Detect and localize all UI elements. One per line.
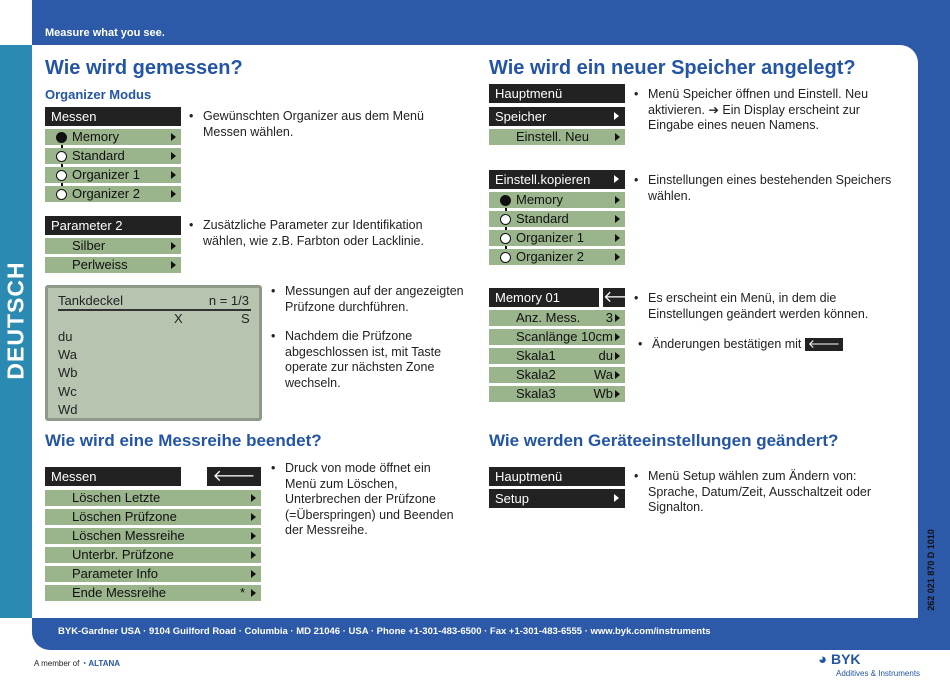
- instruction-6: • Menü Speicher öffnen und Einstell. Neu aktivieren. ➔ Ein Display erscheint zur Eingabe eines neuen Namens.: [648, 87, 896, 134]
- byk-logo: ◕ BYK: [818, 651, 861, 668]
- instruction-4: • Nachdem die Prüfzone abgeschlossen ist, mit Taste operate zur nächsten Zone wechseln.: [285, 329, 465, 391]
- arrow-right-icon: [251, 513, 256, 521]
- back-arrow-icon[interactable]: 🡐: [603, 289, 646, 306]
- altana-logo: ◔ ALTANA: [81, 659, 121, 668]
- back-arrow-icon: 🡐: [805, 338, 843, 351]
- arrow-right-icon: [615, 333, 620, 341]
- instruction-2: • Zusätzliche Parameter zur Identifikation wählen, wie z.B. Farbton oder Lacklinie.: [203, 218, 443, 249]
- lcd-row: Wc: [58, 384, 77, 399]
- menu-item-organizer-1[interactable]: Organizer 1: [489, 230, 625, 246]
- menu-messen-head-2: Messen: [45, 467, 181, 486]
- menu-item-skala3[interactable]: Skala3 Wb: [489, 386, 625, 402]
- arrow-right-icon: [615, 253, 620, 261]
- menu-messen-head: Messen: [45, 107, 181, 126]
- arrow-right-icon: [614, 494, 619, 502]
- menu-item-delete-last[interactable]: Löschen Letzte: [45, 490, 261, 506]
- arrow-right-icon: [615, 390, 620, 398]
- value: du: [598, 348, 613, 363]
- heading-how-measure: Wie wird gemessen?: [45, 57, 243, 79]
- instruction-1: • Gewünschten Organizer aus dem Menü Messen wählen.: [203, 109, 443, 140]
- arrow-right-icon: [171, 152, 176, 160]
- menu-item-skala1[interactable]: Skala1 du: [489, 348, 625, 364]
- arrow-right-icon: [615, 314, 620, 322]
- heading-device-settings: Wie werden Geräteeinstellungen geändert?: [489, 431, 839, 450]
- arrow-right-icon: [615, 133, 620, 141]
- menu-parameter-head: Parameter 2: [45, 216, 181, 235]
- instruction-8: • Es erscheint ein Menü, in dem die Einstellungen geändert werden können.: [648, 291, 888, 322]
- menu-memory01-head: Memory 01: [489, 288, 599, 307]
- radio-icon: [500, 214, 511, 225]
- radio-icon: [56, 170, 67, 181]
- arrow-right-icon: [171, 261, 176, 269]
- arrow-right-icon: [615, 196, 620, 204]
- menu-hauptmenu-head: Hauptmenü: [489, 84, 625, 103]
- heading-end-series: Wie wird eine Messreihe beendet?: [45, 431, 322, 450]
- value: 3: [605, 310, 613, 325]
- value: Wa: [593, 367, 613, 382]
- radio-icon: [56, 151, 67, 162]
- lcd-title: Tankdeckel: [58, 293, 124, 308]
- lcd-col-x: X: [174, 311, 183, 326]
- arrow-right-icon: [251, 570, 256, 578]
- radio-selected-icon: [56, 132, 67, 143]
- instruction-10: • Menü Setup wählen zum Ändern von: Sprache, Datum/Zeit, Ausschaltzeit oder Signalton.: [648, 469, 888, 516]
- arrow-right-icon: [171, 190, 176, 198]
- value: Wb: [593, 386, 613, 401]
- instruction-3: • Messungen auf der angezeigten Prüfzone durchführen.: [285, 284, 465, 315]
- menu-item-silber[interactable]: Silber: [45, 238, 181, 254]
- menu-item-memory[interactable]: Memory: [489, 192, 625, 208]
- menu-item-einstell-neu[interactable]: Einstell. Neu: [489, 129, 625, 145]
- lcd-display: [45, 285, 262, 421]
- star-mark: *: [239, 585, 245, 600]
- menu-item-anz-mess[interactable]: Anz. Mess. 3: [489, 310, 625, 326]
- instruction-9: • Änderungen bestätigen mit 🡐: [652, 337, 852, 353]
- menu-hauptmenu-head-2: Hauptmenü: [489, 467, 625, 486]
- menu-item-organizer-1[interactable]: Organizer 1: [45, 167, 181, 183]
- menu-item-organizer-2[interactable]: Organizer 2: [489, 249, 625, 265]
- arrow-right-icon: [615, 371, 620, 379]
- lcd-count: n = 1/3: [208, 293, 249, 308]
- lcd-divider: [58, 309, 251, 311]
- menu-item-skala2[interactable]: Skala2 Wa: [489, 367, 625, 383]
- radio-icon: [56, 189, 67, 200]
- arrow-right-icon: [614, 175, 619, 183]
- menu-item-end-series[interactable]: Ende Messreihe *: [45, 585, 261, 601]
- arrow-right-icon: [614, 112, 619, 120]
- lcd-row: Wb: [58, 365, 78, 380]
- arrow-right-icon: [615, 352, 620, 360]
- arrow-right-icon: [171, 171, 176, 179]
- radio-selected-icon: [500, 195, 511, 206]
- menu-setup-head[interactable]: Setup: [489, 489, 625, 508]
- arrow-right-icon: [251, 532, 256, 540]
- footer-address: BYK-Gardner USA · 9104 Guilford Road · Columbia · MD 21046 · USA · Phone +1-301-483-6500 · Fax +1-301-483-6555 · www.byk.com/instruments: [58, 626, 711, 637]
- menu-item-scanlaenge[interactable]: Scanlänge 10cm: [489, 329, 625, 345]
- subheading-organizer: Organizer Modus: [45, 87, 152, 102]
- menu-item-perlweiss[interactable]: Perlweiss: [45, 257, 181, 273]
- instruction-5: • Druck von mode öffnet ein Menü zum Löschen, Unterbrechen der Prüfzone (=Überspringen) und Beenden der Messreihe.: [285, 461, 460, 539]
- document-number: 262 021 870 D 1010: [926, 529, 937, 611]
- language-label: DEUTSCH: [2, 260, 29, 380]
- arrow-right-icon: [171, 133, 176, 141]
- member-note: A member of ◔ ALTANA: [34, 659, 121, 668]
- menu-speicher-head[interactable]: Speicher: [489, 107, 625, 126]
- menu-item-delete-zone[interactable]: Löschen Prüfzone: [45, 509, 261, 525]
- menu-item-memory[interactable]: Memory: [45, 129, 181, 145]
- byk-subtitle: Additives & Instruments: [836, 669, 921, 678]
- radio-icon: [500, 233, 511, 244]
- menu-item-delete-series[interactable]: Löschen Messreihe: [45, 528, 261, 544]
- arrow-right-icon: [171, 242, 176, 250]
- heading-new-memory: Wie wird ein neuer Speicher angelegt?: [489, 57, 856, 79]
- lcd-row: Wa: [58, 347, 78, 362]
- menu-item-parameter-info[interactable]: Parameter Info: [45, 566, 261, 582]
- tagline: Measure what you see.: [45, 27, 165, 39]
- lcd-row: Wd: [58, 402, 78, 417]
- arrow-right-icon: [615, 234, 620, 242]
- arrow-right-icon: [251, 589, 256, 597]
- lcd-col-s: S: [241, 311, 250, 326]
- arrow-right-icon: [251, 551, 256, 559]
- menu-item-interrupt-zone[interactable]: Unterbr. Prüfzone: [45, 547, 261, 563]
- menu-item-standard[interactable]: Standard: [489, 211, 625, 227]
- radio-icon: [500, 252, 511, 263]
- menu-item-standard[interactable]: Standard: [45, 148, 181, 164]
- arrow-right-icon: [251, 494, 256, 502]
- arrow-right-icon: [615, 215, 620, 223]
- menu-item-organizer-2[interactable]: Organizer 2: [45, 186, 181, 202]
- lcd-row: du: [58, 329, 73, 344]
- menu-einstell-kopieren-head[interactable]: Einstell.kopieren: [489, 170, 625, 189]
- back-arrow-icon[interactable]: 🡐: [207, 467, 261, 486]
- instruction-7: • Einstellungen eines bestehenden Speichers wählen.: [648, 173, 896, 204]
- byk-logo-icon: ◕: [818, 651, 828, 668]
